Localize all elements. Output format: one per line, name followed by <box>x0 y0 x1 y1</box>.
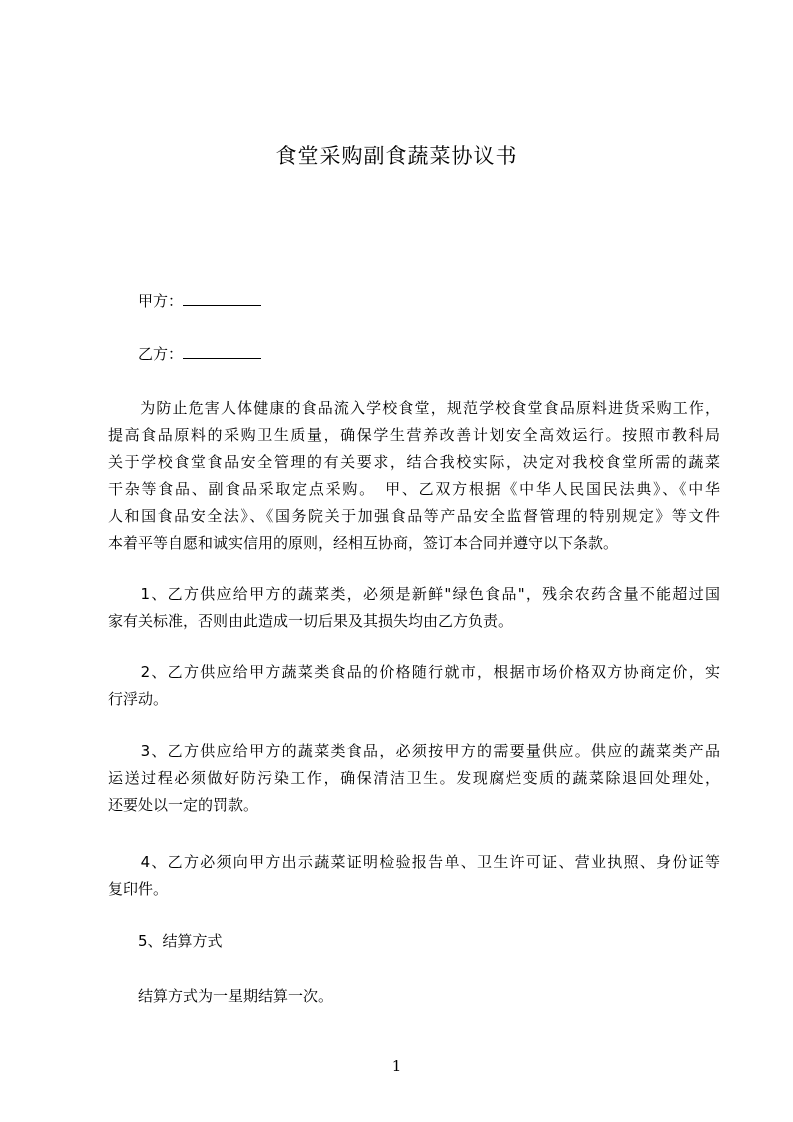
clause-line: 还要处以一定的罚款。 <box>108 796 259 814</box>
preamble-line: 为防止危害人体健康的食品流入学校食堂，规范学校食堂食品原料进货采购工作， <box>108 399 720 417</box>
preamble-line: 关于学校食堂食品安全管理的有关要求，结合我校实际，决定对我校食堂所需的蔬菜 <box>108 453 720 471</box>
document-title: 食堂采购副食蔬菜协议书 <box>275 144 518 168</box>
clause-line: 行浮动。 <box>108 690 169 708</box>
clause-5-heading: 5、结算方式 <box>108 932 223 950</box>
clause-line: 2、乙方供应给甲方蔬菜类食品的价格随行就市，根据市场价格双方协商定价，实 <box>108 663 720 681</box>
clause-5-body: 结算方式为一星期结算一次。 <box>108 987 334 1005</box>
party-b-line <box>108 344 720 364</box>
preamble-line: 本着平等自愿和诚实信用的原则，经相互协商，签订本合同并遵守以下条款。 <box>108 534 619 552</box>
preamble-line: 干杂等食品、副食品采取定点采购。 甲、乙双方根据《中华人民国民法典》、《中华 <box>108 480 720 498</box>
clause-line: 4、乙方必须向甲方出示蔬菜证明检验报告单、卫生许可证、营业执照、身份证等 <box>108 853 720 871</box>
clause-line: 3、乙方供应给甲方的蔬菜类食品，必须按甲方的需要量供应。供应的蔬菜类产品 <box>108 742 720 760</box>
preamble-line: 人和国食品安全法》、《国务院关于加强食品等产品安全监督管理的特别规定》等文件 <box>108 507 720 525</box>
party-b-label: 乙方： <box>138 345 184 363</box>
clause-line: 家有关标准，否则由此造成一切后果及其损失均由乙方负责。 <box>108 612 514 630</box>
party-b-blank <box>183 344 261 359</box>
clause-line: 运送过程必须做好防污染工作，确保清洁卫生。发现腐烂变质的蔬菜除退回处理处， <box>108 769 720 787</box>
clause-line: 复印件。 <box>108 880 169 898</box>
preamble-line: 提高食品原料的采购卫生质量，确保学生营养改善计划安全高效运行。按照市教科局 <box>108 426 720 444</box>
party-a-line <box>108 291 720 311</box>
clause-line: 1、乙方供应给甲方的蔬菜类，必须是新鲜"绿色食品"，残余农药含量不能超过国 <box>108 585 720 603</box>
page-number: 1 <box>391 1057 402 1075</box>
party-a-label: 甲方： <box>138 292 184 310</box>
party-a-blank <box>183 291 261 306</box>
